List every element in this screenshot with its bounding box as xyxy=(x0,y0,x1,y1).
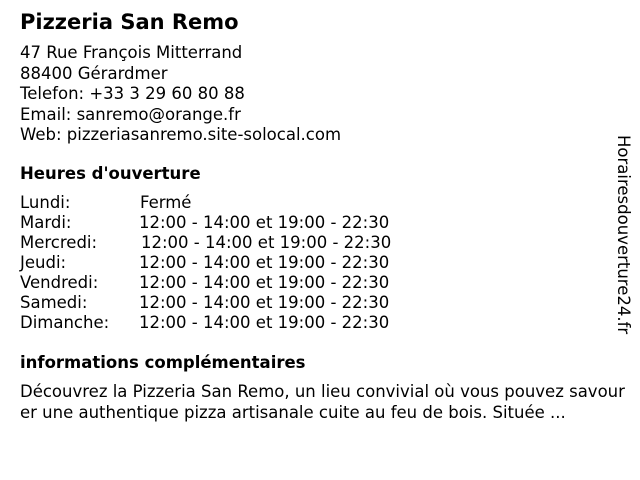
email-line: Email: sanremo@orange.fr xyxy=(20,104,241,124)
phone-line: Telefon: +33 3 29 60 80 88 xyxy=(20,84,245,103)
day-label: Mardi: xyxy=(20,213,72,232)
business-name: Pizzeria San Remo xyxy=(20,10,239,34)
day-hours: 12:00 - 14:00 et 19:00 - 22:30 xyxy=(139,213,390,232)
day-hours: 12:00 - 14:00 et 19:00 - 22:30 xyxy=(141,233,392,252)
day-hours: 12:00 - 14:00 et 19:00 - 22:30 xyxy=(139,253,390,272)
address-line-2: 88400 Gérardmer xyxy=(20,63,168,83)
day-label: Samedi: xyxy=(20,293,88,312)
day-label: Lundi: xyxy=(20,193,71,212)
day-label: Vendredi: xyxy=(20,273,99,292)
contact-block xyxy=(20,43,341,146)
day-label: Mercredi: xyxy=(20,233,98,252)
day-hours: 12:00 - 14:00 et 19:00 - 22:30 xyxy=(139,293,390,312)
day-hours: 12:00 - 14:00 et 19:00 - 22:30 xyxy=(139,273,390,292)
site-watermark: Horairesdouverture24.fr xyxy=(614,135,633,335)
address-line-1: 47 Rue François Mitterrand xyxy=(20,43,243,62)
day-hours: 12:00 - 14:00 et 19:00 - 22:30 xyxy=(139,313,390,332)
info-heading: informations complémentaires xyxy=(20,353,306,372)
web-line: Web: pizzeriasanremo.site-solocal.com xyxy=(20,125,342,144)
day-label: Jeudi: xyxy=(20,253,67,272)
day-label: Dimanche: xyxy=(20,313,110,332)
hours-heading: Heures d'ouverture xyxy=(20,164,201,183)
day-hours: Fermé xyxy=(140,193,192,212)
business-description: Découvrez la Pizzeria San Remo, un lieu convivial où vous pouvez savourer une authentique pizza artisanale cuite au feu de bois. Située ... xyxy=(20,382,625,422)
